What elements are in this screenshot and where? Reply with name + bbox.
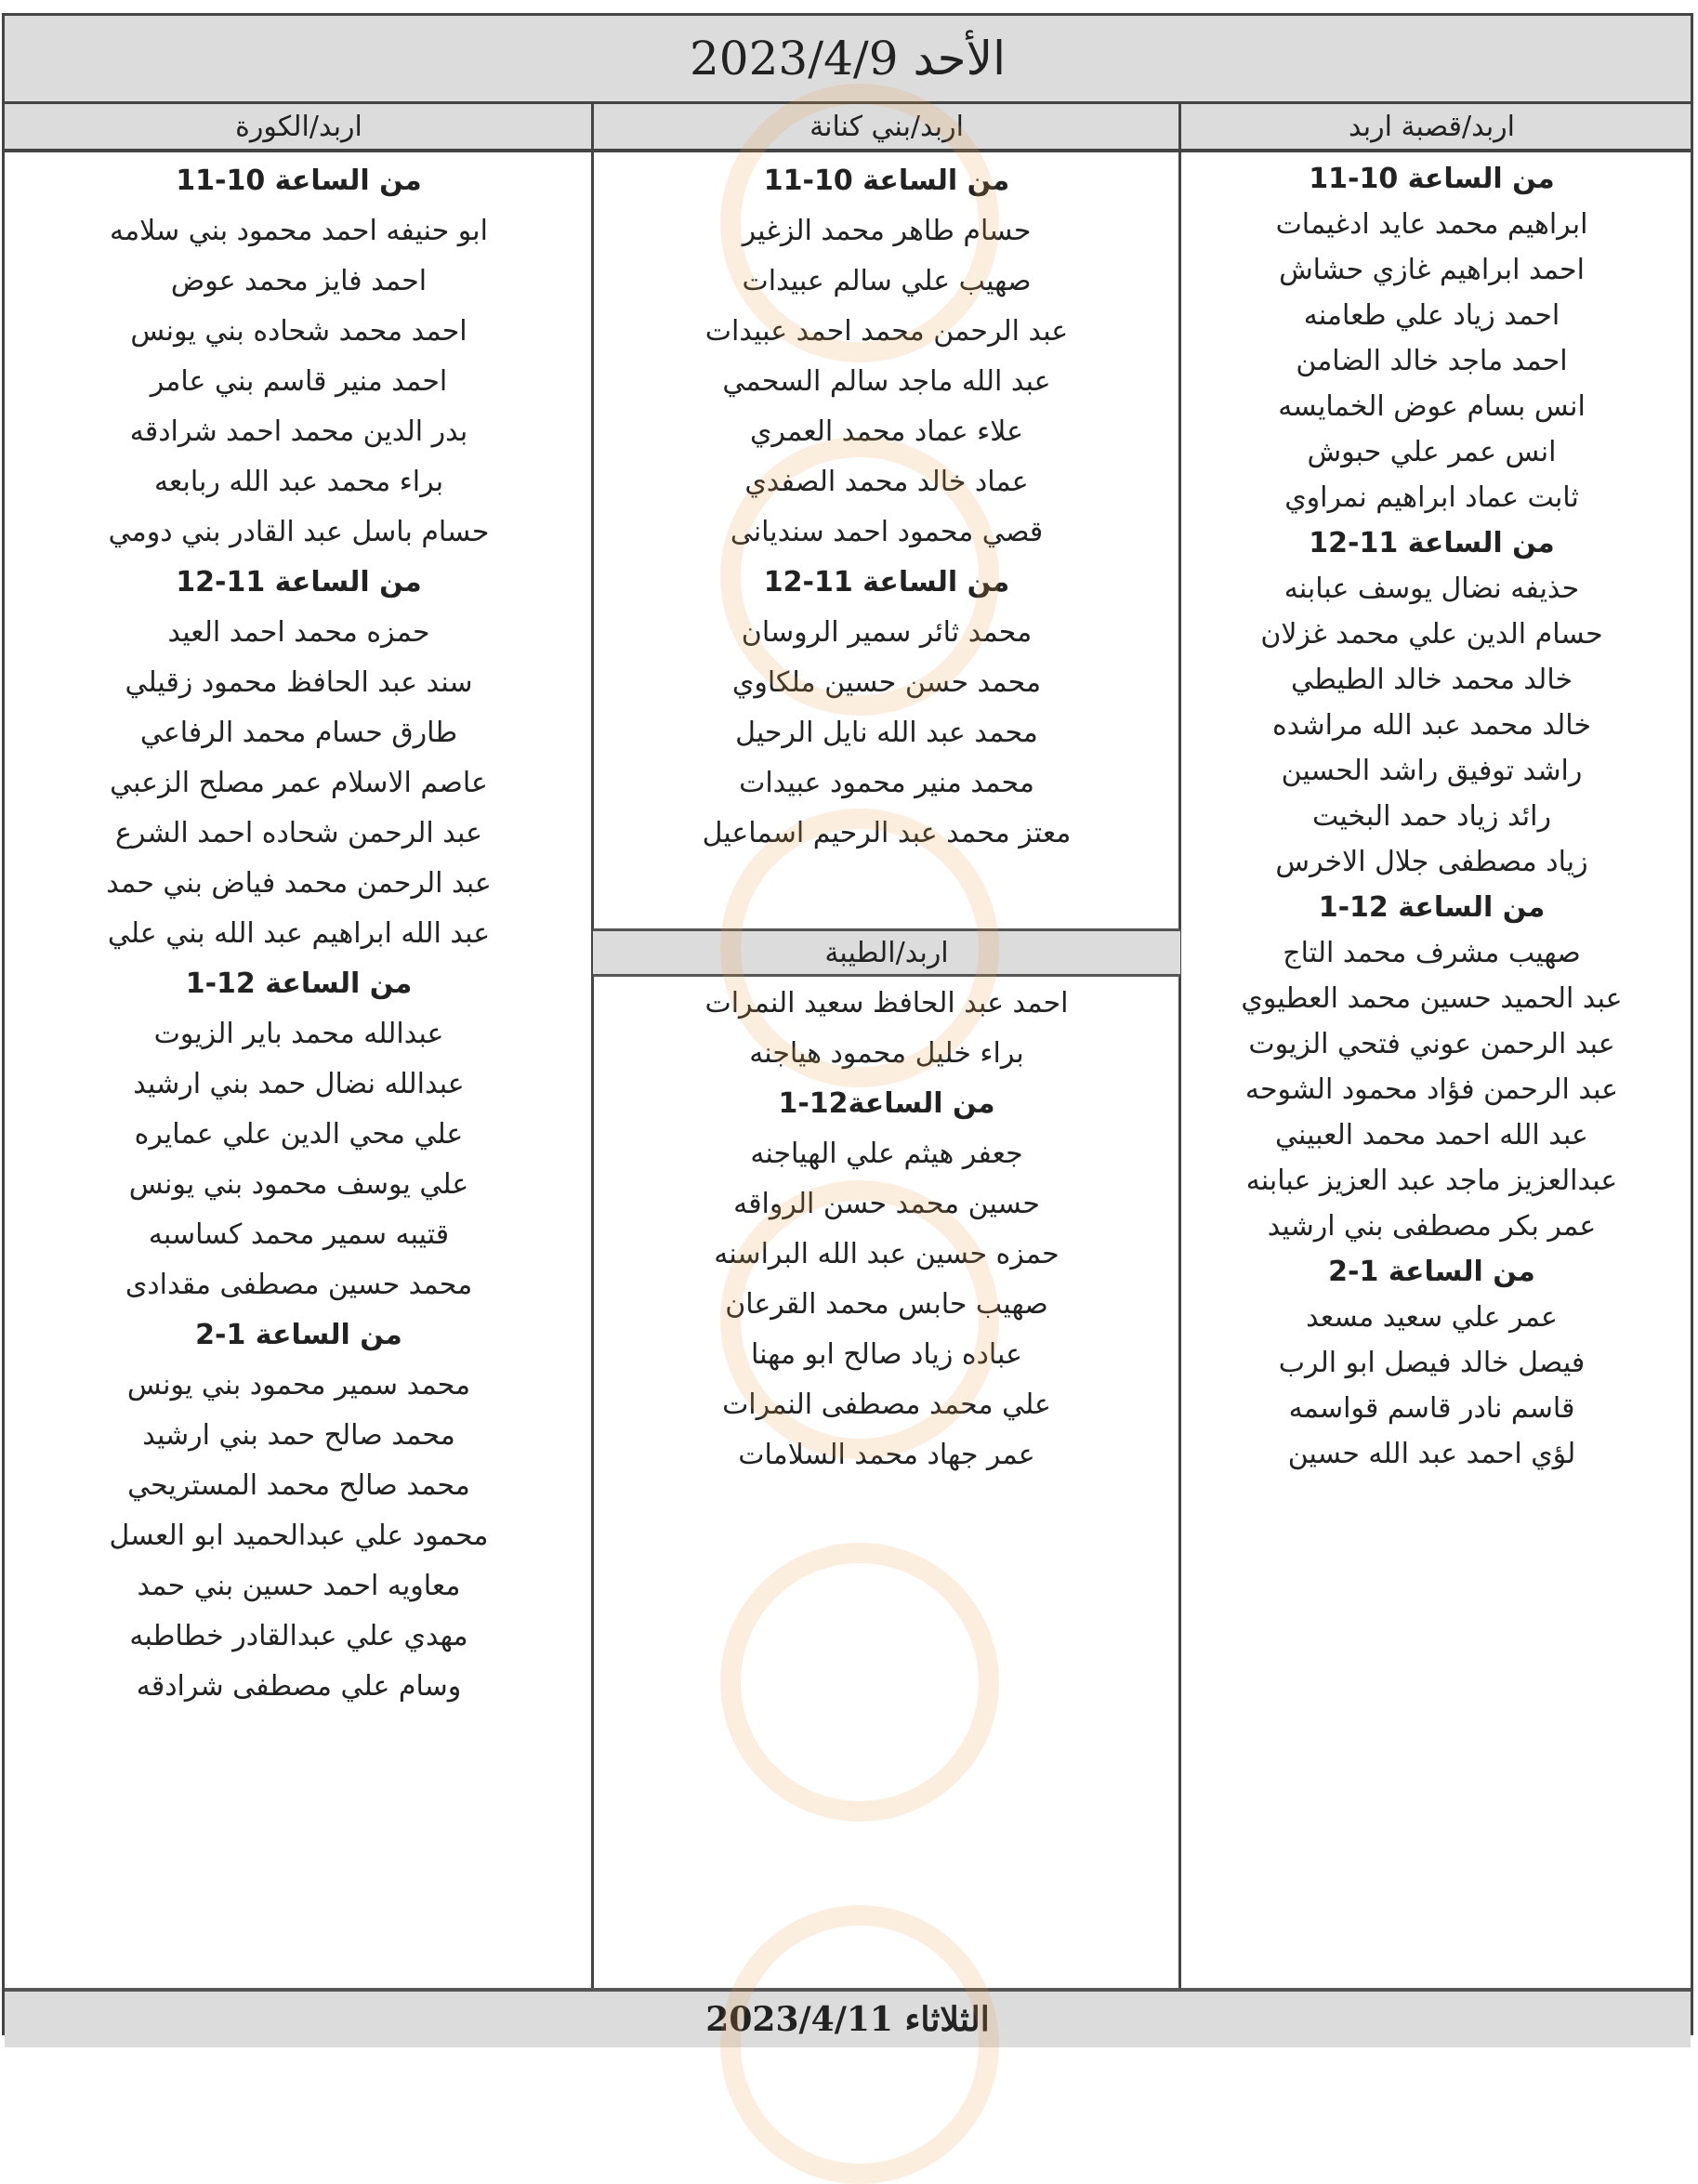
list-item: علاء عماد محمد العمري bbox=[749, 415, 1024, 448]
list-item: سند عبد الحافظ محمود زقيلي bbox=[125, 666, 473, 699]
list-item: براء خليل محمود هياجنه bbox=[749, 1037, 1024, 1070]
list-item: انس عمر علي حبوش bbox=[1307, 436, 1557, 468]
list-item: معاويه احمد حسين بني حمد bbox=[137, 1570, 461, 1602]
list-item: احمد عبد الحافظ سعيد النمرات bbox=[704, 987, 1069, 1020]
time-slot-heading: من الساعة 10-11 bbox=[1309, 163, 1555, 195]
column-taybeh bbox=[593, 979, 1180, 1480]
list-item: صهيب مشرف محمد التاج bbox=[1283, 937, 1581, 969]
list-item: احمد ابراهيم غازي حشاش bbox=[1279, 254, 1585, 286]
list-item: قتيبه سمير محمد كساسبه bbox=[148, 1218, 450, 1251]
list-item: وسام علي مصطفى شرادقه bbox=[136, 1670, 462, 1703]
list-item: عبد الحميد حسين محمد العطيوي bbox=[1241, 982, 1623, 1015]
day-title-text: الأحد 2023/4/9 bbox=[689, 32, 1007, 86]
list-item: محمد سمير محمود بني يونس bbox=[126, 1369, 471, 1401]
day-title bbox=[5, 16, 1691, 104]
schedule-table bbox=[2, 13, 1693, 2039]
list-item: علي محي الدين علي عمايره bbox=[134, 1118, 464, 1151]
section-header-taybeh: اربد/الطيبة bbox=[593, 928, 1180, 977]
list-item: حذيفه نضال يوسف عبابنه bbox=[1283, 572, 1580, 605]
list-item: حسام طاهر محمد الزغير bbox=[742, 215, 1032, 247]
list-item: محمد عبد الله نايل الرحيل bbox=[735, 717, 1038, 749]
column-header-koura: اربد/الكورة bbox=[5, 104, 593, 152]
list-item: احمد زياد علي طعامنه bbox=[1303, 299, 1560, 332]
list-item: عبدالعزيز ماجد عبد العزيز عبابنه bbox=[1245, 1164, 1618, 1197]
list-item: احمد ماجد خالد الضامن bbox=[1296, 345, 1568, 377]
time-slot-heading: من الساعة 12-1 bbox=[1318, 891, 1546, 924]
list-item: عباده زياد صالح ابو مهنا bbox=[750, 1338, 1023, 1371]
list-item: فيصل خالد فيصل ابو الرب bbox=[1278, 1347, 1586, 1379]
list-item: خالد محمد عبد الله مراشده bbox=[1272, 709, 1591, 742]
list-item: جعفر هيثم علي الهياجنه bbox=[750, 1138, 1023, 1170]
list-item: حسام باسل عبد القادر بني دومي bbox=[108, 516, 490, 548]
list-item: خالد محمد خالد الطيطي bbox=[1290, 664, 1573, 696]
time-slot-heading: من الساعة 11-12 bbox=[763, 566, 1010, 599]
list-item: براء محمد عبد الله ربابعه bbox=[153, 466, 444, 498]
column-qasabat-irbid bbox=[1173, 156, 1691, 1477]
time-slot-heading: من الساعة12-1 bbox=[778, 1087, 995, 1120]
list-item: طارق حسام محمد الرفاعي bbox=[139, 717, 458, 749]
list-item: راشد توفيق راشد الحسين bbox=[1281, 755, 1583, 787]
column-header-qasabat-irbid: اربد/قصبة اربد bbox=[1173, 104, 1691, 152]
list-item: محمد منير محمود عبيدات bbox=[739, 767, 1034, 799]
list-item: محمد حسن حسين ملكاوي bbox=[731, 666, 1042, 699]
list-item: عبد الرحمن فؤاد محمود الشوحه bbox=[1244, 1073, 1619, 1106]
list-item: قاسم نادر قاسم قواسمه bbox=[1288, 1392, 1575, 1425]
list-item: حسين محمد حسن الرواقه bbox=[733, 1188, 1040, 1220]
list-item: محمود علي عبدالحميد ابو العسل bbox=[109, 1520, 489, 1552]
list-item: مهدي علي عبدالقادر خطاطبه bbox=[129, 1620, 468, 1652]
list-item: محمد صالح حمد بني ارشيد bbox=[142, 1419, 455, 1452]
time-slot-heading: من الساعة 11-12 bbox=[1309, 527, 1555, 559]
list-item: عاصم الاسلام عمر مصلح الزعبي bbox=[110, 767, 488, 799]
list-item: صهيب علي سالم عبيدات bbox=[742, 265, 1032, 297]
list-item: حمزه محمد احمد العيد bbox=[167, 616, 430, 649]
list-item: ابو حنيفه احمد محمود بني سلامه bbox=[110, 215, 488, 247]
list-item: عبد الله ماجد سالم السحمي bbox=[722, 365, 1051, 398]
list-item: عبدالله نضال حمد بني ارشيد bbox=[133, 1068, 465, 1100]
time-slot-heading: من الساعة 1-2 bbox=[1328, 1256, 1535, 1288]
column-bani-kinana bbox=[593, 156, 1180, 859]
list-item: محمد حسين مصطفى مقدادى bbox=[125, 1269, 473, 1301]
list-item: معتز محمد عبد الرحيم اسماعيل bbox=[702, 817, 1072, 849]
list-item: ابراهيم محمد عايد ادغيمات bbox=[1275, 208, 1588, 241]
time-slot-heading: من الساعة 12-1 bbox=[185, 967, 413, 1000]
list-item: عبد الرحمن محمد فياض بني حمد bbox=[106, 867, 492, 900]
list-item: عبدالله محمد باير الزيوت bbox=[153, 1018, 444, 1050]
list-item: عبد الرحمن شحاده احمد الشرع bbox=[115, 817, 482, 849]
time-slot-heading: من الساعة 1-2 bbox=[195, 1319, 402, 1351]
next-day-title-text: الثلاثاء 2023/4/11 bbox=[705, 2000, 990, 2039]
list-item: عمر علي سعيد مسعد bbox=[1306, 1301, 1558, 1334]
list-item: علي محمد مصطفى النمرات bbox=[722, 1388, 1051, 1421]
list-item: انس بسام عوض الخمايسه bbox=[1278, 390, 1586, 423]
list-item: عبد الله احمد محمد العبيني bbox=[1275, 1119, 1588, 1151]
list-item: قصي محمود احمد سنديانى bbox=[730, 516, 1044, 548]
list-item: ثابت عماد ابراهيم نمراوي bbox=[1284, 481, 1579, 514]
next-day-title bbox=[5, 1988, 1691, 2047]
list-item: احمد فايز محمد عوض bbox=[170, 265, 428, 297]
list-item: لؤي احمد عبد الله حسين bbox=[1287, 1438, 1576, 1470]
list-item: محمد صالح محمد المستريحي bbox=[127, 1469, 470, 1502]
list-item: عبد الله ابراهيم عبد الله بني علي bbox=[107, 917, 491, 950]
list-item: عمر جهاد محمد السلامات bbox=[738, 1439, 1035, 1471]
list-item: صهيب حابس محمد القرعان bbox=[725, 1288, 1048, 1321]
list-item: عبد الرحمن محمد احمد عبيدات bbox=[704, 315, 1069, 348]
list-item: زياد مصطفى جلال الاخرس bbox=[1275, 846, 1588, 878]
time-slot-heading: من الساعة 11-12 bbox=[176, 566, 422, 599]
list-item: علي يوسف محمود بني يونس bbox=[128, 1168, 469, 1201]
list-item: بدر الدين محمد احمد شرادقه bbox=[129, 415, 468, 448]
column-koura bbox=[5, 156, 593, 1712]
list-item: محمد ثائر سمير الروسان bbox=[741, 616, 1033, 649]
list-item: عبد الرحمن عوني فتحي الزيوت bbox=[1248, 1028, 1615, 1060]
list-item: عمر بكر مصطفى بني ارشيد bbox=[1267, 1210, 1597, 1243]
list-item: عماد خالد محمد الصفدي bbox=[744, 466, 1029, 498]
time-slot-heading: من الساعة 10-11 bbox=[176, 164, 422, 197]
list-item: احمد محمد شحاده بني يونس bbox=[130, 315, 467, 348]
column-header-bani-kinana: اربد/بني كنانة bbox=[593, 104, 1180, 152]
list-item: احمد منير قاسم بني عامر bbox=[150, 365, 448, 398]
list-item: حسام الدين علي محمد غزلان bbox=[1260, 618, 1603, 651]
list-item: حمزه حسين عبد الله البراسنه bbox=[714, 1238, 1060, 1270]
list-item: رائد زياد حمد البخيت bbox=[1312, 800, 1551, 833]
time-slot-heading: من الساعة 10-11 bbox=[763, 164, 1010, 197]
